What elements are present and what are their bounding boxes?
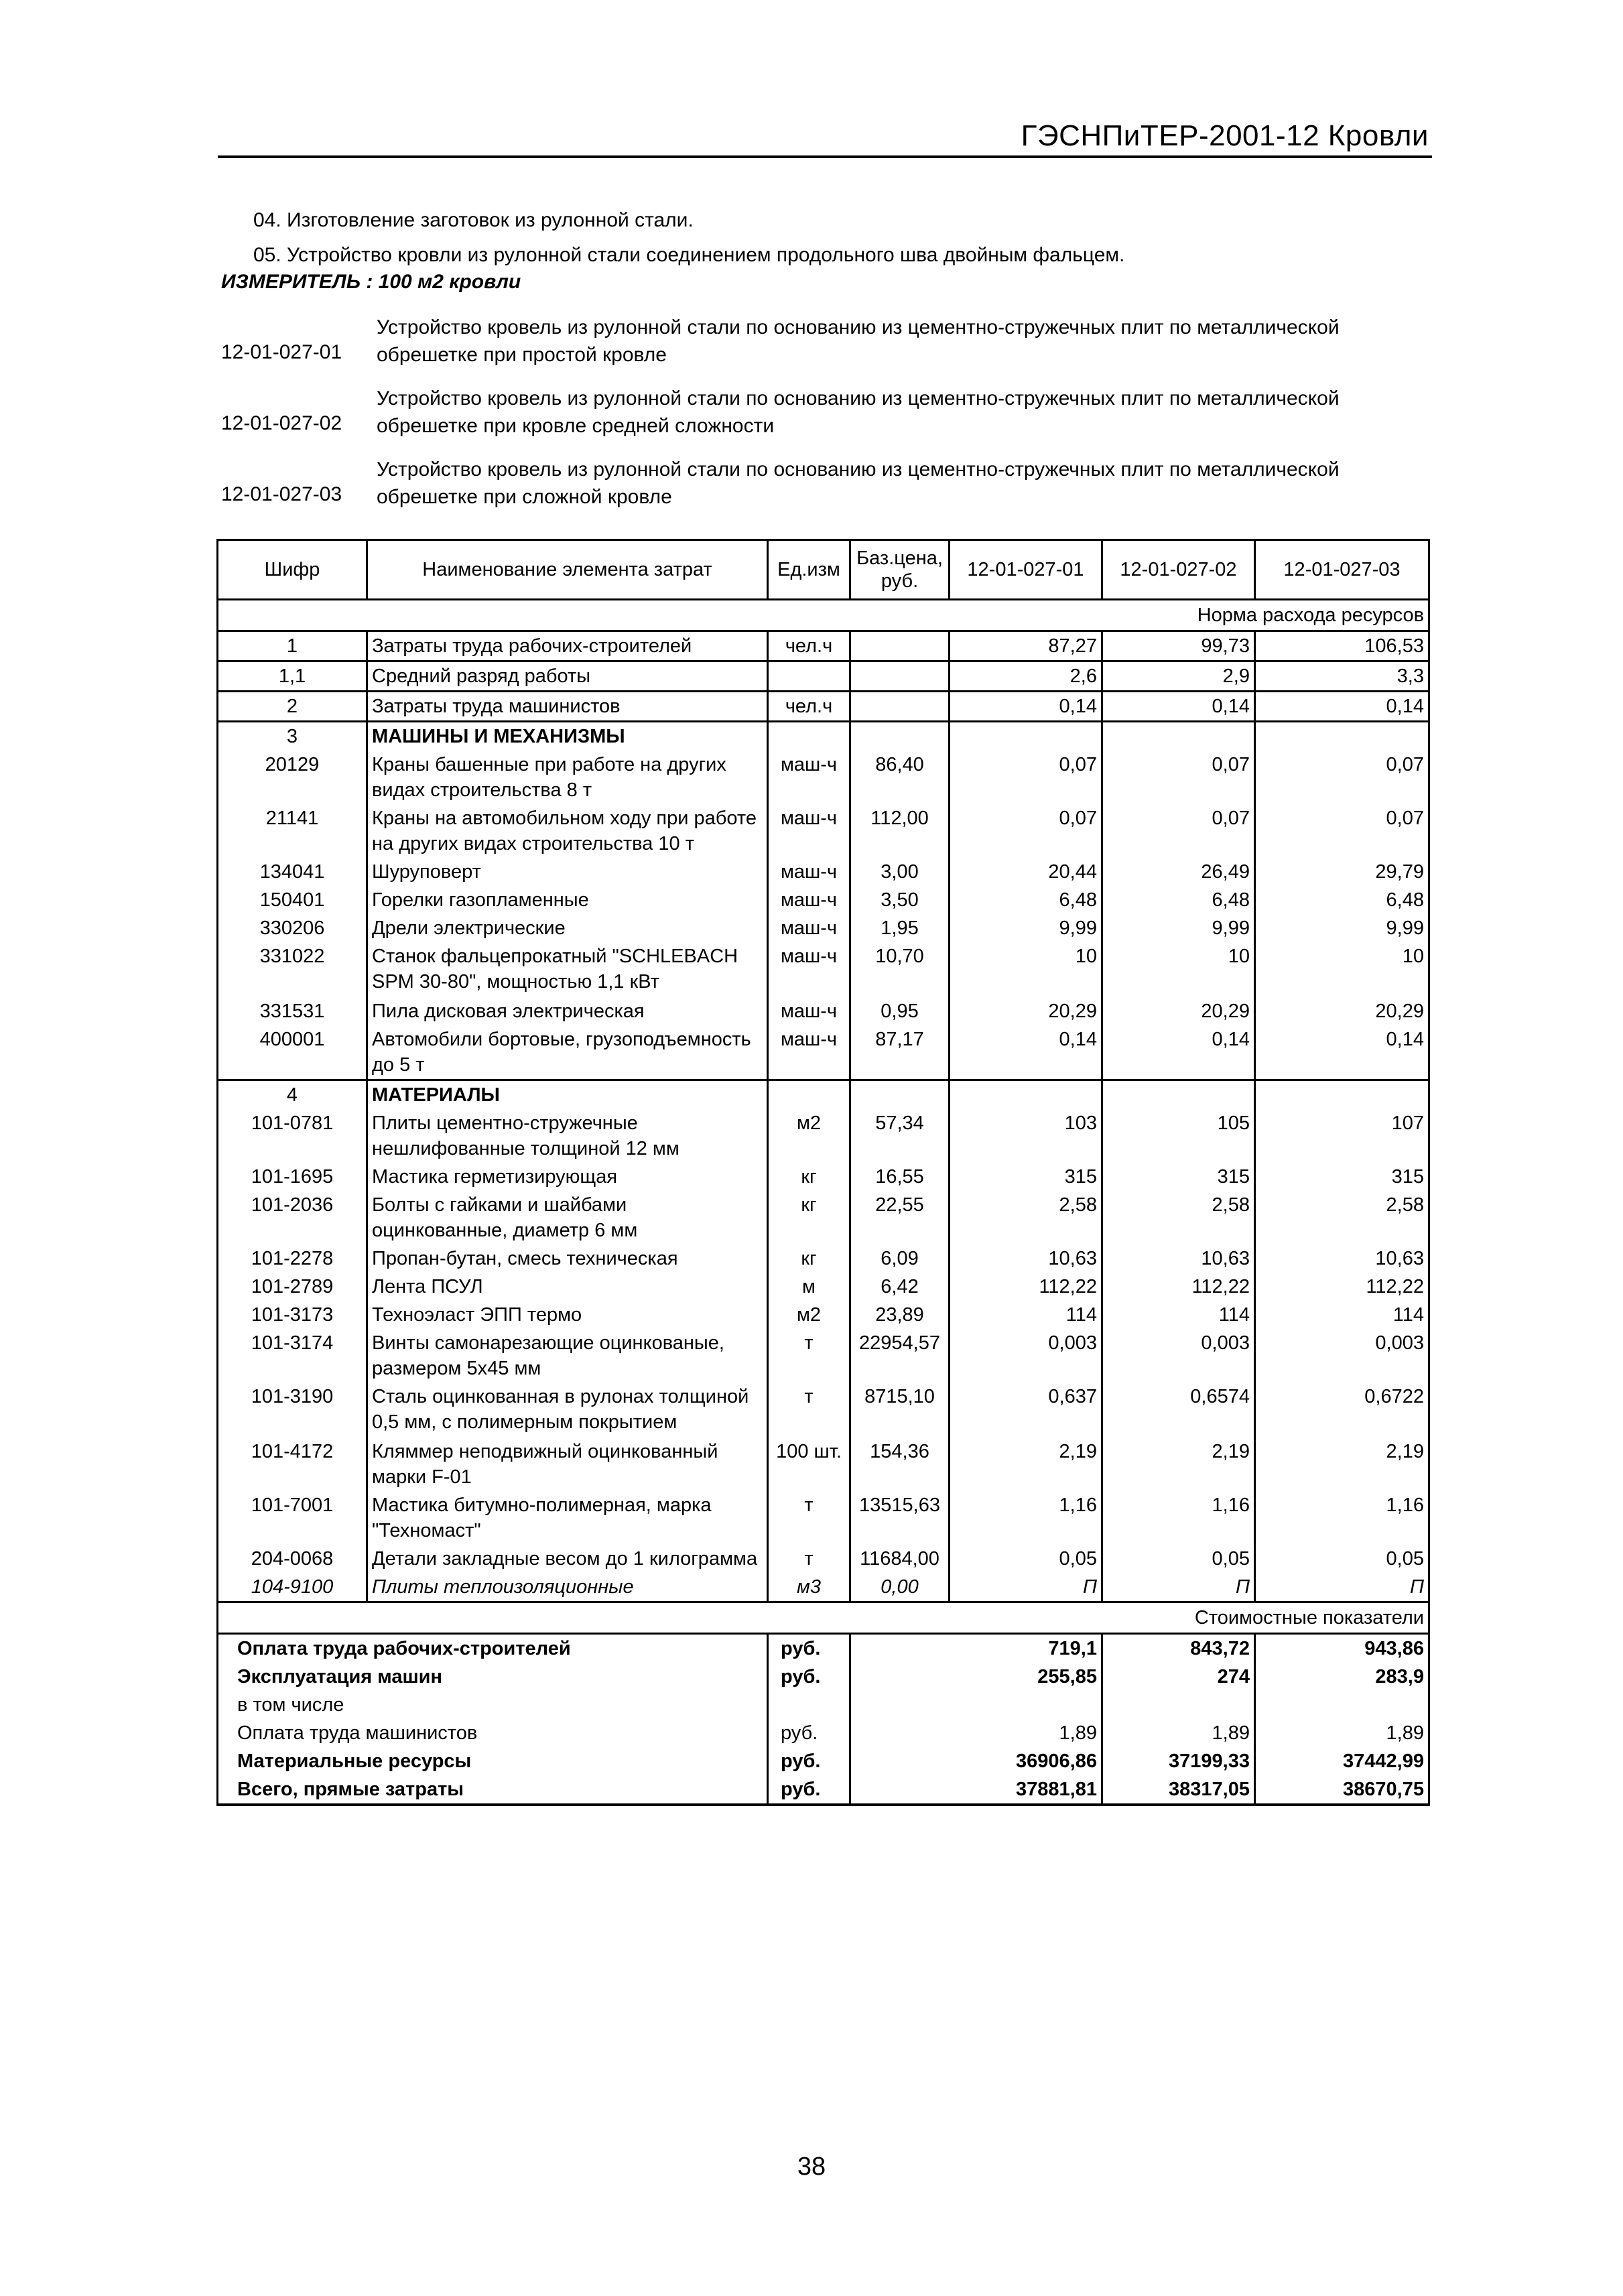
cell-price: [850, 692, 950, 722]
summary-spacer: [850, 1775, 950, 1805]
summary-unit: руб.: [768, 1663, 850, 1691]
cell-price: 86,40: [850, 751, 950, 804]
cell-unit: м2: [768, 1301, 850, 1329]
cell-name: МАШИНЫ И МЕХАНИЗМЫ: [367, 722, 768, 751]
cell-code: 101-7001: [218, 1491, 367, 1545]
cell-value-2: 9,99: [1102, 914, 1255, 942]
summary-row: [218, 1663, 1429, 1691]
cell-code: 101-4172: [218, 1438, 367, 1491]
cell-value-2: 112,22: [1102, 1273, 1255, 1301]
table-row: [218, 692, 1429, 722]
cell-value-3: 0,07: [1255, 751, 1429, 804]
cell-unit: м: [768, 1273, 850, 1301]
summary-label: Материальные ресурсы: [218, 1747, 768, 1775]
cell-code: 331531: [218, 997, 367, 1025]
cell-name: Краны башенные при работе на других видах строительства 8 т: [367, 751, 768, 804]
cell-value-1: 112,22: [950, 1273, 1102, 1301]
summary-value-1: [950, 1691, 1102, 1719]
cell-value-2: 0,05: [1102, 1545, 1255, 1573]
cell-value-1: 0,003: [950, 1329, 1102, 1383]
col-header-c1: 12-01-027-01: [950, 540, 1102, 600]
summary-value-2: [1102, 1691, 1255, 1719]
cell-price: 154,36: [850, 1438, 950, 1491]
cell-name: Пила дисковая электрическая: [367, 997, 768, 1025]
cell-price: 112,00: [850, 804, 950, 858]
cell-price: 0,00: [850, 1573, 950, 1602]
summary-label: в том числе: [218, 1691, 768, 1719]
cell-code: 3: [218, 722, 367, 751]
summary-spacer: [850, 1747, 950, 1775]
summary-value-3: 38670,75: [1255, 1775, 1429, 1805]
cell-name: Шуруповерт: [367, 858, 768, 886]
cell-code: 101-3174: [218, 1329, 367, 1383]
cell-code: 101-3173: [218, 1301, 367, 1329]
cell-value-3: П: [1255, 1573, 1429, 1602]
cell-value-1: 103: [950, 1109, 1102, 1163]
cell-unit: маш-ч: [768, 804, 850, 858]
cell-value-1: 9,99: [950, 914, 1102, 942]
summary-value-1: 719,1: [950, 1634, 1102, 1663]
cell-unit: т: [768, 1491, 850, 1545]
cell-name: Кляммер неподвижный оцинкованный марки F-01: [367, 1438, 768, 1491]
cell-value-2: 114: [1102, 1301, 1255, 1329]
cell-code: 4: [218, 1080, 367, 1110]
cell-code: 150401: [218, 886, 367, 914]
cell-price: [850, 722, 950, 751]
cell-value-2: 0,003: [1102, 1329, 1255, 1383]
cell-name: Сталь оцинкованная в рулонах толщиной 0,5 мм, с полимерным покрытием: [367, 1383, 768, 1438]
cell-value-2: 1,16: [1102, 1491, 1255, 1545]
cell-value-3: 2,58: [1255, 1191, 1429, 1245]
col-header-c3: 12-01-027-03: [1255, 540, 1429, 600]
cell-value-1: 0,05: [950, 1545, 1102, 1573]
intro-line-1: 04. Изготовление заготовок из рулонной стали.: [253, 209, 694, 231]
cell-name: Винты самонарезающие оцинкованые, размером 5х45 мм: [367, 1329, 768, 1383]
cell-value-3: 6,48: [1255, 886, 1429, 914]
band-cost-row: [218, 1602, 1429, 1634]
cell-code: 101-2036: [218, 1191, 367, 1245]
table-row: [218, 1273, 1429, 1301]
cell-price: 23,89: [850, 1301, 950, 1329]
cell-value-3: 1,16: [1255, 1491, 1429, 1545]
cell-price: 6,09: [850, 1245, 950, 1273]
cell-unit: м2: [768, 1109, 850, 1163]
table-row: [218, 804, 1429, 858]
cell-value-2: 2,19: [1102, 1438, 1255, 1491]
col-header-unit: Ед.изм: [768, 540, 850, 600]
cell-unit: [768, 1080, 850, 1110]
cell-value-3: 114: [1255, 1301, 1429, 1329]
cell-value-2: 6,48: [1102, 886, 1255, 914]
summary-spacer: [850, 1691, 950, 1719]
cell-unit: т: [768, 1383, 850, 1438]
cell-value-2: 0,14: [1102, 692, 1255, 722]
page-number: 38: [797, 2153, 826, 2181]
measure-unit: ИЗМЕРИТЕЛЬ : 100 м2 кровли: [221, 271, 521, 293]
table-row: [218, 661, 1429, 692]
band-norm-label: Норма расхода ресурсов: [218, 600, 1429, 631]
cell-value-3: 0,14: [1255, 692, 1429, 722]
cell-value-2: 10,63: [1102, 1245, 1255, 1273]
cell-unit: [768, 722, 850, 751]
table-row: [218, 1491, 1429, 1545]
col-header-name: Наименование элемента затрат: [367, 540, 768, 600]
cell-value-3: 10: [1255, 942, 1429, 997]
table-row: [218, 1163, 1429, 1191]
summary-value-3: 37442,99: [1255, 1747, 1429, 1775]
table-row: [218, 997, 1429, 1025]
cell-name: Затраты труда машинистов: [367, 692, 768, 722]
cell-price: [850, 631, 950, 661]
cell-name: Дрели электрические: [367, 914, 768, 942]
col-header-price: Баз.цена, руб.: [850, 540, 950, 600]
cell-price: 13515,63: [850, 1491, 950, 1545]
cell-price: 1,95: [850, 914, 950, 942]
cell-value-3: 0,14: [1255, 1025, 1429, 1080]
cell-value-3: 106,53: [1255, 631, 1429, 661]
cell-unit: 100 шт.: [768, 1438, 850, 1491]
summary-label: Оплата труда рабочих-строителей: [218, 1634, 768, 1663]
item-code: 12-01-027-02: [221, 412, 342, 434]
cell-name: Мастика битумно-полимерная, марка "Техномаст": [367, 1491, 768, 1545]
cell-name: Горелки газопламенные: [367, 886, 768, 914]
table-row: [218, 1329, 1429, 1383]
summary-value-2: 38317,05: [1102, 1775, 1255, 1805]
cell-value-2: [1102, 1080, 1255, 1110]
cell-value-2: 0,07: [1102, 804, 1255, 858]
summary-label: Эксплуатация машин: [218, 1663, 768, 1691]
item-code: 12-01-027-03: [221, 483, 342, 505]
col-header-code: Шифр: [218, 540, 367, 600]
cell-code: 204-0068: [218, 1545, 367, 1573]
cell-value-3: 2,19: [1255, 1438, 1429, 1491]
cell-value-1: 10: [950, 942, 1102, 997]
summary-value-1: 37881,81: [950, 1775, 1102, 1805]
cell-price: 3,50: [850, 886, 950, 914]
cell-unit: чел.ч: [768, 692, 850, 722]
intro-line-2: 05. Устройство кровли из рулонной стали соединением продольного шва двойным фальцем.: [253, 244, 1125, 266]
cell-value-3: [1255, 1080, 1429, 1110]
table-row: [218, 1191, 1429, 1245]
cell-value-1: 0,637: [950, 1383, 1102, 1438]
summary-value-1: 255,85: [950, 1663, 1102, 1691]
cell-value-3: 9,99: [1255, 914, 1429, 942]
table-row: [218, 886, 1429, 914]
summary-unit: руб.: [768, 1747, 850, 1775]
cell-value-1: 0,07: [950, 751, 1102, 804]
cell-name: Мастика герметизирующая: [367, 1163, 768, 1191]
table-header-row: [218, 540, 1429, 600]
table-row: [218, 1245, 1429, 1273]
cell-value-1: 315: [950, 1163, 1102, 1191]
cell-unit: маш-ч: [768, 997, 850, 1025]
cell-value-1: 20,44: [950, 858, 1102, 886]
cell-value-3: 107: [1255, 1109, 1429, 1163]
band-norm-row: [218, 600, 1429, 631]
summary-unit: [768, 1691, 850, 1719]
cell-value-1: [950, 1080, 1102, 1110]
table-row: [218, 1301, 1429, 1329]
item-text: Устройство кровель из рулонной стали по основанию из цементно-стружечных плит по металлической обрешетке при простой кровле: [377, 316, 1340, 366]
cell-value-2: [1102, 722, 1255, 751]
cell-name: Затраты труда рабочих-строителей: [367, 631, 768, 661]
cell-value-1: 0,14: [950, 692, 1102, 722]
cell-name: Техноэласт ЭПП термо: [367, 1301, 768, 1329]
summary-value-2: 37199,33: [1102, 1747, 1255, 1775]
cell-price: 22,55: [850, 1191, 950, 1245]
summary-spacer: [850, 1719, 950, 1747]
summary-value-3: 283,9: [1255, 1663, 1429, 1691]
cell-code: 101-1695: [218, 1163, 367, 1191]
cell-value-1: 2,6: [950, 661, 1102, 692]
cell-name: Средний разряд работы: [367, 661, 768, 692]
cell-value-2: 20,29: [1102, 997, 1255, 1025]
cell-value-2: 99,73: [1102, 631, 1255, 661]
cell-value-1: 10,63: [950, 1245, 1102, 1273]
cell-value-1: [950, 722, 1102, 751]
cell-unit: чел.ч: [768, 631, 850, 661]
cell-value-3: 20,29: [1255, 997, 1429, 1025]
cell-price: 87,17: [850, 1025, 950, 1080]
cell-code: 101-3190: [218, 1383, 367, 1438]
cell-value-3: 315: [1255, 1163, 1429, 1191]
cell-unit: маш-ч: [768, 942, 850, 997]
cell-value-3: 29,79: [1255, 858, 1429, 886]
cell-value-3: 10,63: [1255, 1245, 1429, 1273]
table-row: [218, 1025, 1429, 1080]
summary-value-1: 1,89: [950, 1719, 1102, 1747]
cell-value-1: 20,29: [950, 997, 1102, 1025]
cell-name: Плиты цементно-стружечные нешлифованные толщиной 12 мм: [367, 1109, 768, 1163]
cell-unit: т: [768, 1545, 850, 1573]
cell-value-3: 0,6722: [1255, 1383, 1429, 1438]
cell-code: 134041: [218, 858, 367, 886]
table-row: [218, 1383, 1429, 1438]
cell-value-1: 114: [950, 1301, 1102, 1329]
summary-row: [218, 1634, 1429, 1663]
cell-value-2: 0,07: [1102, 751, 1255, 804]
cell-unit: т: [768, 1329, 850, 1383]
cell-name: Плиты теплоизоляционные: [367, 1573, 768, 1602]
cell-price: 11684,00: [850, 1545, 950, 1573]
cell-price: 16,55: [850, 1163, 950, 1191]
cell-value-2: 2,58: [1102, 1191, 1255, 1245]
cell-price: 57,34: [850, 1109, 950, 1163]
cell-name: Краны на автомобильном ходу при работе на других видах строительства 10 т: [367, 804, 768, 858]
cell-unit: маш-ч: [768, 858, 850, 886]
item-text: Устройство кровель из рулонной стали по основанию из цементно-стружечных плит по металлической обрешетке при кровле средней сложности: [377, 387, 1340, 437]
cell-price: 0,95: [850, 997, 950, 1025]
cell-price: 10,70: [850, 942, 950, 997]
cell-name: Лента ПСУЛ: [367, 1273, 768, 1301]
cell-value-1: 0,07: [950, 804, 1102, 858]
table-row: [218, 1545, 1429, 1573]
band-cost-label: Стоимостные показатели: [218, 1602, 1429, 1634]
cell-code: 101-0781: [218, 1109, 367, 1163]
cell-name: МАТЕРИАЛЫ: [367, 1080, 768, 1110]
summary-spacer: [850, 1663, 950, 1691]
cell-code: 104-9100: [218, 1573, 367, 1602]
cell-unit: маш-ч: [768, 751, 850, 804]
cell-value-3: 0,07: [1255, 804, 1429, 858]
cell-unit: маш-ч: [768, 914, 850, 942]
cell-price: [850, 1080, 950, 1110]
cell-name: Пропан-бутан, смесь техническая: [367, 1245, 768, 1273]
cell-price: 22954,57: [850, 1329, 950, 1383]
cell-code: 330206: [218, 914, 367, 942]
running-header: ГЭСНПиТЕР-2001-12 Кровли: [1021, 119, 1429, 152]
table-row: [218, 914, 1429, 942]
cell-name: Болты с гайками и шайбами оцинкованные, диаметр 6 мм: [367, 1191, 768, 1245]
cell-price: 8715,10: [850, 1383, 950, 1438]
table-row: [218, 722, 1429, 751]
cell-value-3: 3,3: [1255, 661, 1429, 692]
cell-unit: маш-ч: [768, 886, 850, 914]
summary-label: Всего, прямые затраты: [218, 1775, 768, 1805]
summary-spacer: [850, 1634, 950, 1663]
cell-value-2: 2,9: [1102, 661, 1255, 692]
cell-unit: кг: [768, 1163, 850, 1191]
cell-unit: маш-ч: [768, 1025, 850, 1080]
cell-value-1: 2,58: [950, 1191, 1102, 1245]
summary-value-3: 1,89: [1255, 1719, 1429, 1747]
summary-row: [218, 1719, 1429, 1747]
cell-name: Станок фальцепрокатный "SCHLEBACH SPM 30-80", мощностью 1,1 кВт: [367, 942, 768, 997]
summary-value-1: 36906,86: [950, 1747, 1102, 1775]
table-row: [218, 858, 1429, 886]
summary-value-3: [1255, 1691, 1429, 1719]
summary-row: [218, 1747, 1429, 1775]
header-rule: [218, 155, 1432, 158]
table-row: [218, 631, 1429, 661]
cell-unit: кг: [768, 1191, 850, 1245]
cell-code: 400001: [218, 1025, 367, 1080]
summary-value-2: 274: [1102, 1663, 1255, 1691]
cell-price: 3,00: [850, 858, 950, 886]
col-header-c2: 12-01-027-02: [1102, 540, 1255, 600]
cell-value-1: 87,27: [950, 631, 1102, 661]
cell-code: 101-2789: [218, 1273, 367, 1301]
summary-unit: руб.: [768, 1719, 850, 1747]
summary-value-2: 1,89: [1102, 1719, 1255, 1747]
cell-value-2: 105: [1102, 1109, 1255, 1163]
summary-row: [218, 1691, 1429, 1719]
cell-price: [850, 661, 950, 692]
table-row: [218, 1573, 1429, 1602]
cell-unit: [768, 661, 850, 692]
cell-code: 331022: [218, 942, 367, 997]
cell-code: 2: [218, 692, 367, 722]
cell-value-2: 0,14: [1102, 1025, 1255, 1080]
table-row: [218, 1438, 1429, 1491]
cell-value-3: 0,05: [1255, 1545, 1429, 1573]
cell-value-3: [1255, 722, 1429, 751]
cell-name: Автомобили бортовые, грузоподъемность до 5 т: [367, 1025, 768, 1080]
cell-value-2: 315: [1102, 1163, 1255, 1191]
table-row: [218, 942, 1429, 997]
resource-table: [216, 539, 1430, 1806]
cell-unit: м3: [768, 1573, 850, 1602]
item-text: Устройство кровель из рулонной стали по основанию из цементно-стружечных плит по металлической обрешетке при сложной кровле: [377, 458, 1340, 508]
cell-name: Детали закладные весом до 1 килограмма: [367, 1545, 768, 1573]
cell-value-1: П: [950, 1573, 1102, 1602]
cell-code: 1,1: [218, 661, 367, 692]
table-row: [218, 1080, 1429, 1110]
cell-unit: кг: [768, 1245, 850, 1273]
cell-value-2: П: [1102, 1573, 1255, 1602]
cell-value-1: 1,16: [950, 1491, 1102, 1545]
cell-value-3: 0,003: [1255, 1329, 1429, 1383]
cell-value-2: 0,6574: [1102, 1383, 1255, 1438]
cell-value-3: 112,22: [1255, 1273, 1429, 1301]
cell-value-1: 2,19: [950, 1438, 1102, 1491]
cell-value-1: 0,14: [950, 1025, 1102, 1080]
cell-value-2: 10: [1102, 942, 1255, 997]
summary-unit: руб.: [768, 1634, 850, 1663]
summary-label: Оплата труда машинистов: [218, 1719, 768, 1747]
cell-code: 21141: [218, 804, 367, 858]
summary-value-3: 943,86: [1255, 1634, 1429, 1663]
table-row: [218, 751, 1429, 804]
summary-row: [218, 1775, 1429, 1805]
table-row: [218, 1109, 1429, 1163]
cell-code: 20129: [218, 751, 367, 804]
summary-value-2: 843,72: [1102, 1634, 1255, 1663]
cell-code: 1: [218, 631, 367, 661]
item-code: 12-01-027-01: [221, 341, 342, 363]
cell-value-1: 6,48: [950, 886, 1102, 914]
summary-unit: руб.: [768, 1775, 850, 1805]
cell-price: 6,42: [850, 1273, 950, 1301]
cell-code: 101-2278: [218, 1245, 367, 1273]
cell-value-2: 26,49: [1102, 858, 1255, 886]
